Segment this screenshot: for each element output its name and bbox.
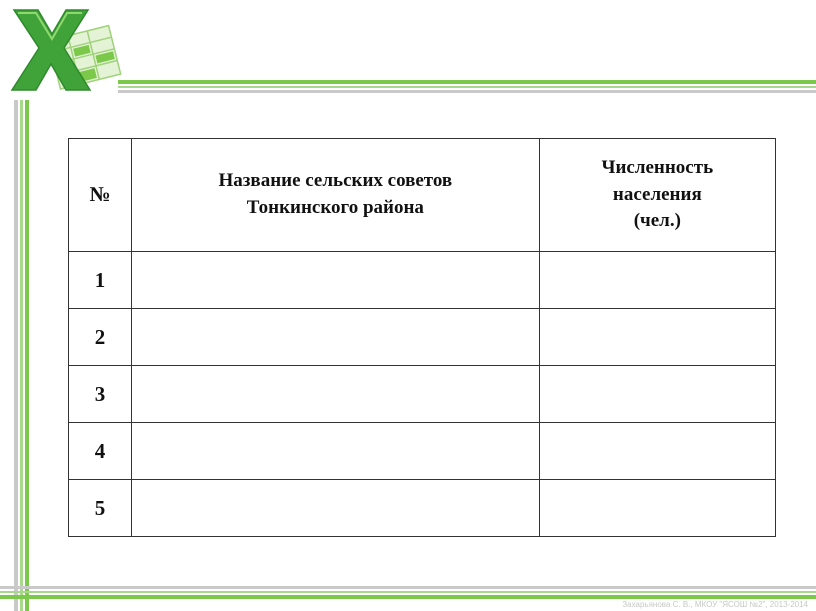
- table-row: [69, 252, 776, 309]
- population-cell[interactable]: [539, 309, 775, 366]
- left-decorative-band: [14, 100, 30, 611]
- population-cell[interactable]: [539, 366, 775, 423]
- council-name-cell[interactable]: [132, 252, 540, 309]
- header-population-line-1: Численность: [601, 157, 714, 179]
- table-row: [69, 309, 776, 366]
- council-name-cell[interactable]: [132, 423, 540, 480]
- row-number: 3: [69, 366, 132, 423]
- population-cell[interactable]: [539, 423, 775, 480]
- table-row: [69, 423, 776, 480]
- header-name-line-2: Тонкинского района: [246, 197, 424, 218]
- header-population-line-2: населения: [612, 183, 702, 205]
- council-name-cell[interactable]: [132, 309, 540, 366]
- header-number: №: [69, 139, 132, 252]
- footer-credit: Захарьянова С. В., МКОУ "ЯСОШ №2", 2013-2014: [622, 600, 808, 609]
- table-header-row: [69, 139, 776, 252]
- population-cell[interactable]: [539, 480, 775, 537]
- council-name-cell[interactable]: [132, 480, 540, 537]
- header-population: [539, 139, 775, 252]
- council-name-cell[interactable]: [132, 366, 540, 423]
- row-number: 4: [69, 423, 132, 480]
- row-number: 2: [69, 309, 132, 366]
- header-name-line-1: Название сельских советов: [218, 170, 453, 192]
- row-number: 5: [69, 480, 132, 537]
- header-council-name: [132, 139, 540, 252]
- row-number: 1: [69, 252, 132, 309]
- top-decorative-band: [118, 80, 816, 94]
- table-row: [69, 366, 776, 423]
- population-cell[interactable]: [539, 252, 775, 309]
- excel-logo-icon: [6, 4, 122, 100]
- header-population-line-3: (чел.): [633, 210, 681, 232]
- table-row: [69, 480, 776, 537]
- village-councils-table: [68, 138, 776, 537]
